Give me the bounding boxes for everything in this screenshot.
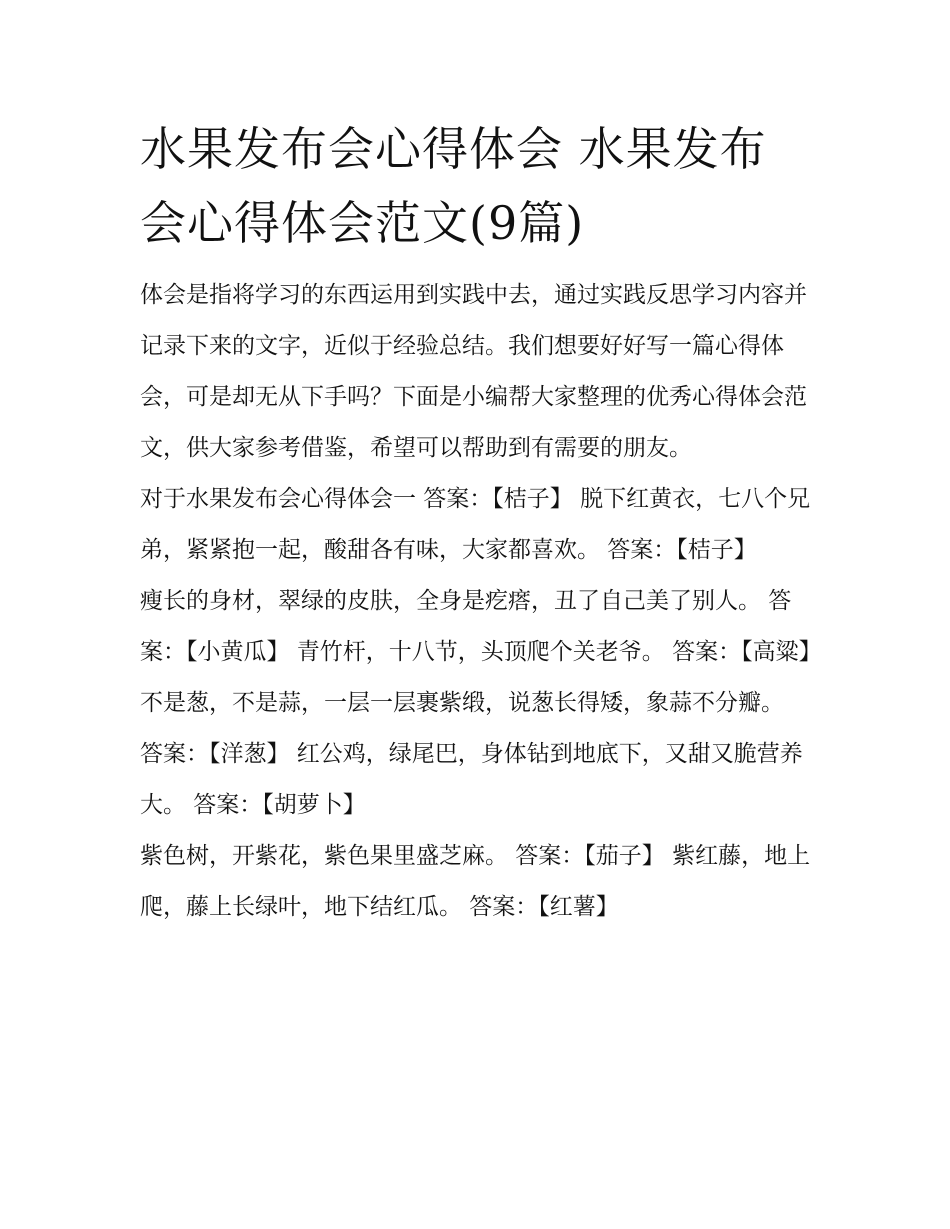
- document-page: [140, 112, 822, 933]
- document-title: 水果发布会心得体会 水果发布会心得体会范文(9篇): [140, 122, 767, 250]
- riddle-paragraph-eggplant: 紫色树，开紫花，紫色果里盛芝麻。 答案：【茄子】 紫红藤，地上爬，藤上长绿叶，地下结红瓜。 答案：【红薯】: [140, 843, 811, 920]
- riddle-paragraph-orange: 对于水果发布会心得体会一 答案：【桔子】 脱下红黄衣，七八个兄弟，紧紧抱一起，酸甜各有味，大家都喜欢。 答案：【桔子】: [140, 486, 811, 563]
- riddle-paragraph-cucumber: 瘦长的身材，翠绿的皮肤，全身是疙瘩，丑了自己美了别人。 答案：【小黄瓜】 青竹杆，十八节，头顶爬个关老爷。 答案：【高粱】: [140, 588, 822, 665]
- riddle-paragraph-onion: 不是葱，不是蒜，一层一层裹紫缎，说葱长得矮，象蒜不分瓣。 答案：【洋葱】 红公鸡，绿尾巴，身体钻到地底下，又甜又脆营养大。 答案：【胡萝卜】: [140, 690, 803, 818]
- intro-paragraph: 体会是指将学习的东西运用到实践中去，通过实践反思学习内容并记录下来的文字，近似于经验总结。我们想要好好写一篇心得体会，可是却无从下手吗？下面是小编帮大家整理的优秀心得体会范文，供大家参考借鉴，希望可以帮助到有需要的朋友。: [140, 282, 807, 461]
